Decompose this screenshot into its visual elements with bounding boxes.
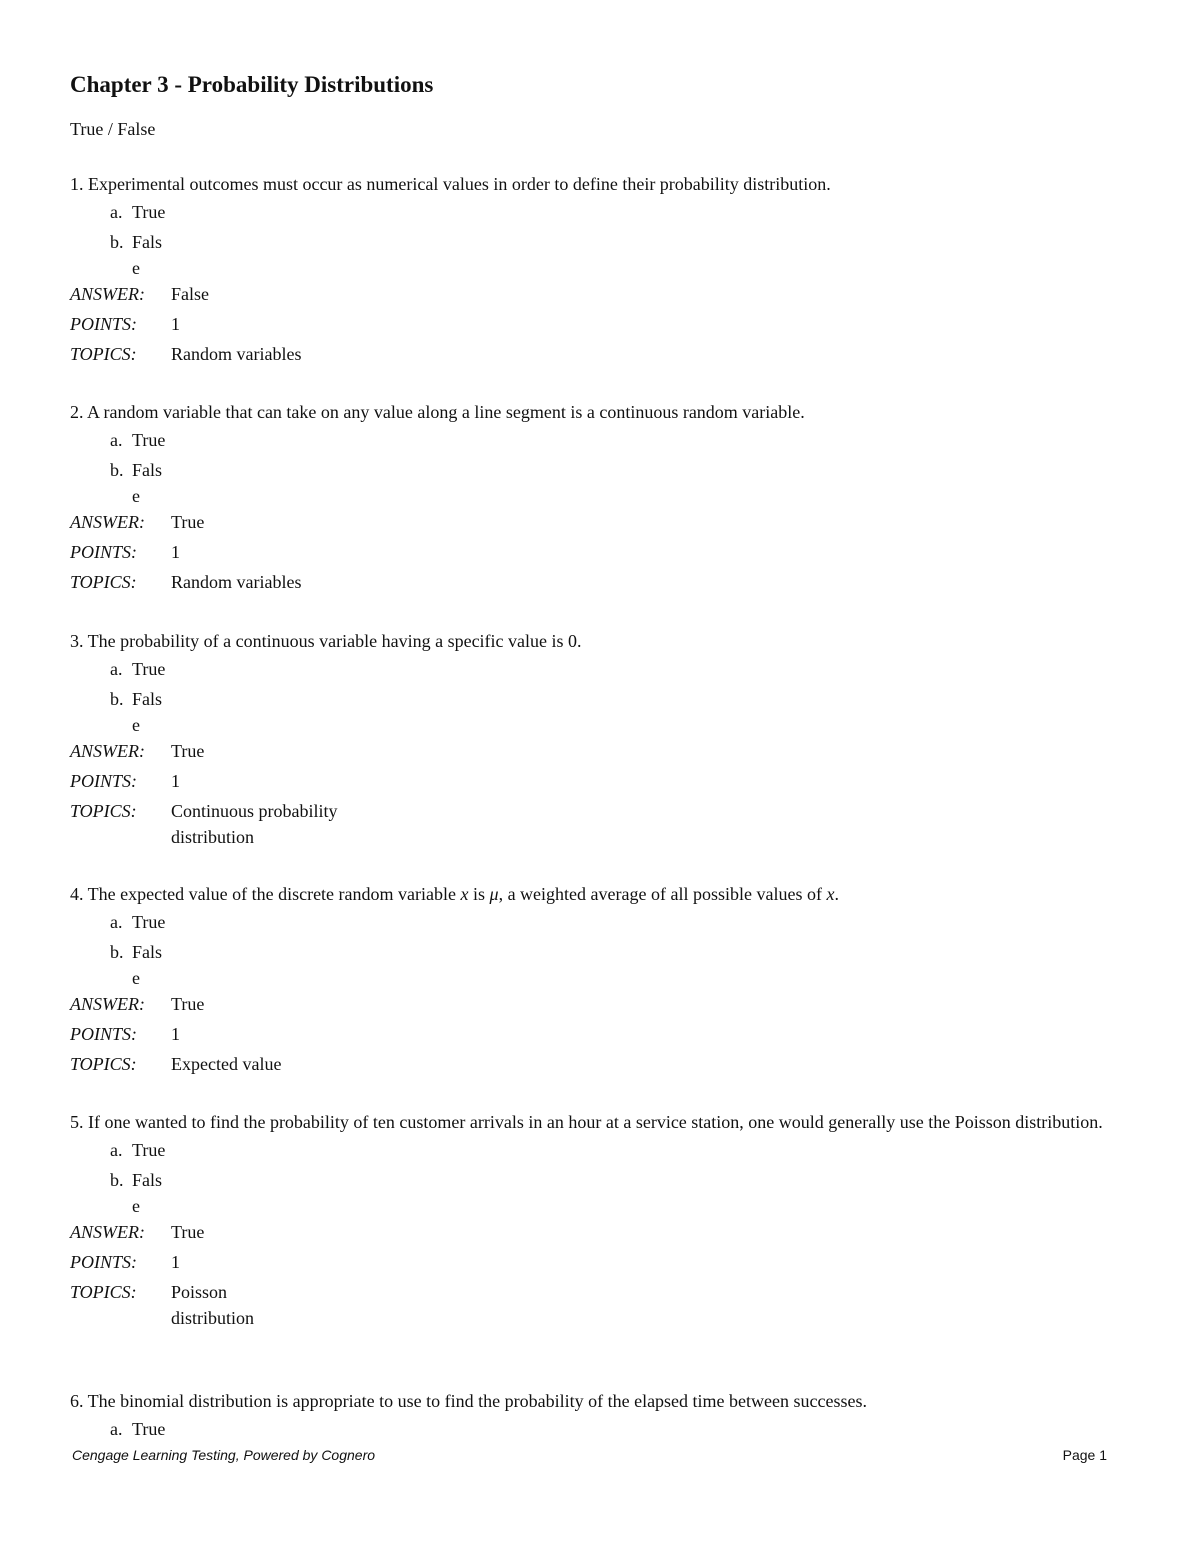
points-value: 1 <box>171 542 180 562</box>
option-b: b. False <box>110 460 163 506</box>
points-value: 1 <box>171 1252 180 1272</box>
topics-value: Random variables <box>171 344 302 364</box>
answer-value: True <box>171 1222 205 1242</box>
topics-value: Continuous probability distribution <box>171 801 338 847</box>
symbol-mu: μ <box>489 884 499 904</box>
question-6 <box>70 1388 1135 1446</box>
question-5 <box>70 1109 1135 1335</box>
option-a: a. True <box>110 659 166 679</box>
points-row: POINTS: 1 <box>70 1249 1135 1275</box>
points-row: POINTS: 1 <box>70 1021 1135 1047</box>
option-b: b. False <box>110 942 163 988</box>
variable-x: x <box>460 884 469 904</box>
question-stem: 4. The expected value of the discrete random variable x is μ, a weighted average of all possible values of x. <box>70 884 839 904</box>
points-value: 1 <box>171 314 180 334</box>
topics-value: Poisson distribution <box>171 1282 255 1328</box>
option-a: a. True <box>110 430 166 450</box>
topics-value: Expected value <box>171 1054 282 1074</box>
option-a: a. True <box>110 1140 166 1160</box>
points-value: 1 <box>171 1024 180 1044</box>
points-value: 1 <box>171 771 180 791</box>
question-stem: 6. The binomial distribution is appropriate to use to find the probability of the elapsed time between successes. <box>70 1391 867 1411</box>
answer-row: ANSWER: True <box>70 991 1135 1017</box>
topics-row: TOPICS: Continuous probability distribution <box>70 798 1135 850</box>
option-a: a. True <box>110 202 166 222</box>
option-b: b. False <box>110 1170 163 1216</box>
option-a: a. True <box>110 912 166 932</box>
question-stem: 5. If one wanted to find the probability of ten customer arrivals in an hour at a service station, one would generally use the Poisson distribution. <box>70 1112 1103 1132</box>
answer-row: ANSWER: True <box>70 1219 1135 1245</box>
option-a: a. True <box>110 1419 166 1439</box>
question-4 <box>70 881 1135 1081</box>
answer-row: ANSWER: True <box>70 738 1135 764</box>
topics-value: Random variables <box>171 572 302 592</box>
option-b: b. False <box>110 232 163 278</box>
page-number: Page 1 <box>1062 1447 1107 1463</box>
page-footer <box>72 1447 1107 1463</box>
points-row: POINTS: 1 <box>70 311 1135 337</box>
points-row: POINTS: 1 <box>70 768 1135 794</box>
answer-value: True <box>171 512 205 532</box>
answer-value: True <box>171 994 205 1014</box>
page-title: Chapter 3 - Probability Distributions <box>70 72 434 97</box>
answer-value: True <box>171 741 205 761</box>
answer-value: False <box>171 284 209 304</box>
topics-row: TOPICS: Poisson distribution <box>70 1279 1135 1331</box>
option-b: b. False <box>110 689 163 735</box>
answer-row: ANSWER: True <box>70 509 1135 535</box>
question-2 <box>70 399 1135 599</box>
question-stem: 1. Experimental outcomes must occur as numerical values in order to define their probability distribution. <box>70 174 831 194</box>
section-heading: True / False <box>70 119 156 139</box>
topics-row: TOPICS: Random variables <box>70 341 1135 367</box>
question-3 <box>70 628 1135 854</box>
question-1 <box>70 171 1135 371</box>
footer-publisher: Cengage Learning Testing, Powered by Cognero <box>72 1447 376 1463</box>
question-stem: 3. The probability of a continuous variable having a specific value is 0. <box>70 631 582 651</box>
topics-row: TOPICS: Random variables <box>70 569 1135 595</box>
variable-x: x <box>826 884 835 904</box>
points-row: POINTS: 1 <box>70 539 1135 565</box>
answer-row: ANSWER: False <box>70 281 1135 307</box>
topics-row: TOPICS: Expected value <box>70 1051 1135 1077</box>
question-stem: 2. A random variable that can take on any value along a line segment is a continuous random variable. <box>70 402 805 422</box>
